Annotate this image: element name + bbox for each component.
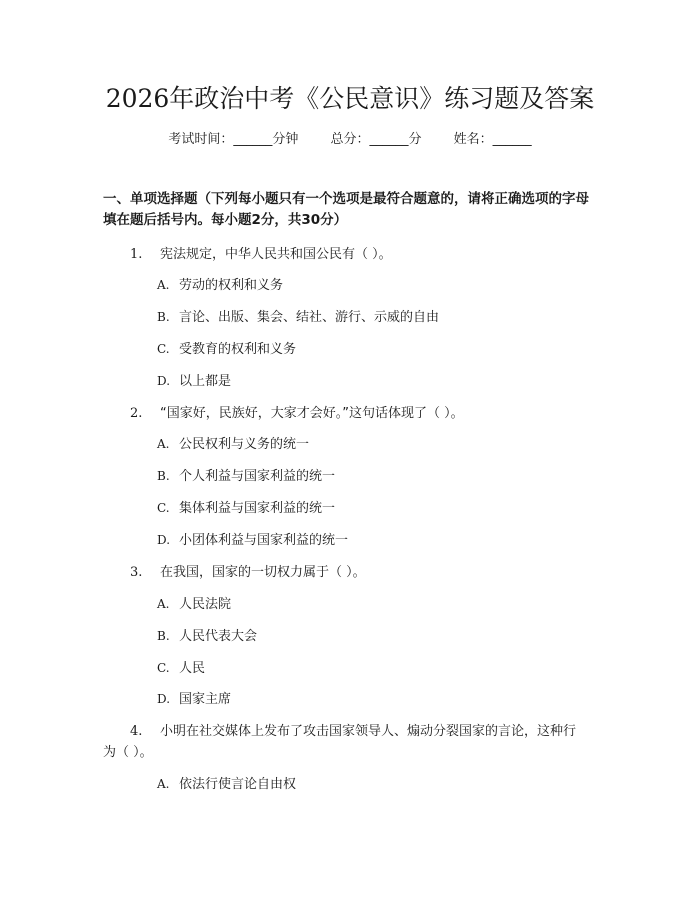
- option-1d: [157, 371, 231, 392]
- option-text: 人民法院: [179, 597, 232, 612]
- option-2a: [157, 434, 309, 455]
- option-letter: C.: [157, 501, 170, 515]
- question-3: [130, 562, 366, 584]
- option-text: 小团体利益与国家利益的统一: [179, 533, 349, 548]
- option-1b: [157, 307, 439, 328]
- option-3b: [157, 626, 257, 647]
- option-letter: C.: [157, 661, 170, 675]
- question-text: “国家好，民族好，大家才会好。”这句话体现了（ ）。: [160, 406, 464, 421]
- option-text: 依法行使言论自由权: [179, 777, 297, 792]
- option-2c: [157, 498, 335, 519]
- option-2b: [157, 466, 335, 487]
- question-text-line2: 为（ ）。: [103, 745, 153, 760]
- option-letter: A.: [157, 437, 170, 451]
- option-text: 以上都是: [179, 374, 232, 389]
- question-number: 3.: [130, 565, 143, 580]
- option-letter: D.: [157, 533, 171, 547]
- option-text: 人民: [179, 661, 206, 676]
- option-1c: [157, 339, 296, 360]
- exam-meta: [0, 130, 700, 150]
- option-letter: B.: [157, 310, 170, 324]
- option-3a: [157, 594, 231, 615]
- option-3d: [157, 689, 231, 710]
- option-2d: [157, 530, 348, 551]
- exam-score: 总分：______分: [330, 132, 422, 147]
- option-letter: D.: [157, 374, 171, 388]
- question-2: [130, 403, 464, 425]
- option-text: 集体利益与国家利益的统一: [179, 501, 336, 516]
- option-letter: A.: [157, 777, 170, 791]
- option-letter: D.: [157, 692, 171, 706]
- document-title: 2026年政治中考《公民意识》练习题及答案: [105, 84, 595, 113]
- option-text: 国家主席: [179, 692, 232, 707]
- question-text: 宪法规定，中华人民共和国公民有（ ）。: [160, 247, 392, 262]
- option-letter: A.: [157, 597, 170, 611]
- option-text: 言论、出版、集会、结社、游行、示威的自由: [179, 310, 440, 325]
- option-letter: B.: [157, 469, 170, 483]
- question-number: 1.: [130, 247, 143, 262]
- option-letter: C.: [157, 342, 170, 356]
- option-text: 受教育的权利和义务: [179, 342, 297, 357]
- option-letter: A.: [157, 278, 170, 292]
- question-4: [130, 721, 600, 743]
- question-number: 2.: [130, 406, 143, 421]
- option-text: 公民权利与义务的统一: [179, 437, 310, 452]
- exam-name: 姓名：______: [453, 132, 532, 147]
- option-3c: [157, 658, 205, 679]
- option-text: 人民代表大会: [179, 629, 258, 644]
- exam-time: 考试时间：______分钟: [168, 132, 299, 147]
- question-text: 在我国，国家的一切权力属于（ ）。: [160, 565, 366, 580]
- question-1: [130, 244, 392, 266]
- section-heading: 一、单项选择题（下列每小题只有一个选项是最符合题意的，请将正确选项的字母填在题后括号内。每小题2分，共30分）: [103, 191, 589, 228]
- option-text: 劳动的权利和义务: [179, 278, 284, 293]
- question-text-line1: 小明在社交媒体上发布了攻击国家领导人、煽动分裂国家的言论，这种行: [160, 724, 577, 739]
- question-number: 4.: [130, 724, 143, 739]
- option-1a: [157, 275, 283, 296]
- question-4-continued: [103, 742, 153, 764]
- option-text: 个人利益与国家利益的统一: [179, 469, 336, 484]
- option-letter: B.: [157, 629, 170, 643]
- option-4a: [157, 774, 296, 795]
